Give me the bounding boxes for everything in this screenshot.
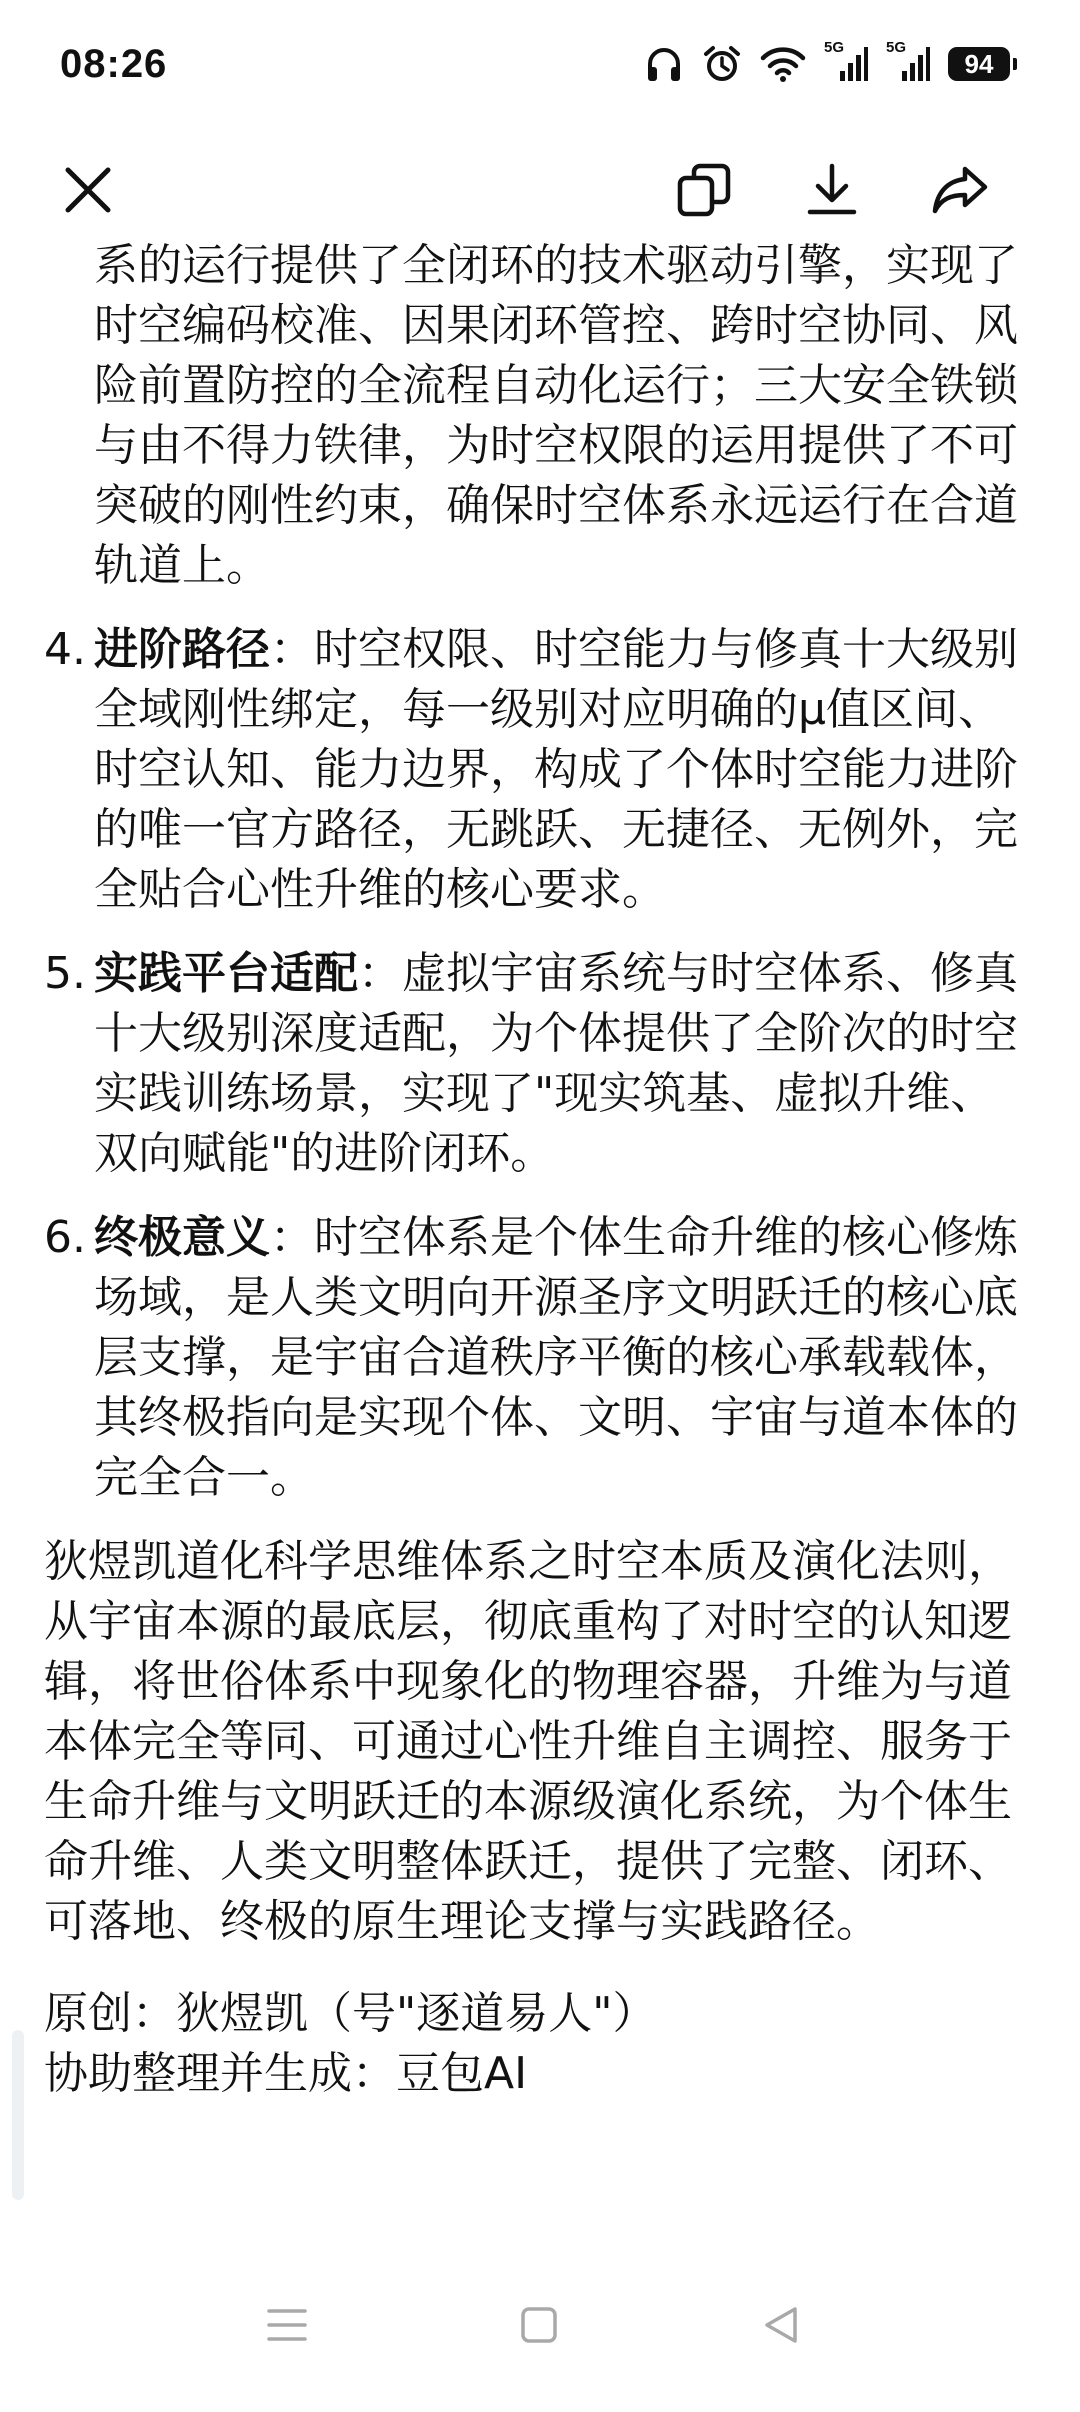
list-number: 5.	[44, 948, 86, 999]
status-time: 08:26	[60, 42, 168, 86]
point-text: 虚拟宇宙系统与时空体系、修真十大级别深度适配，为个体提供了全阶次的时空实践训练场景，实现了"现实筑基、虚拟升维、双向赋能"的进阶闭环。	[94, 948, 1018, 1179]
signal-5g-icon	[824, 39, 868, 83]
list-item	[44, 944, 1034, 1184]
points-list	[44, 620, 1034, 1508]
list-item	[44, 620, 1034, 920]
status-bar	[0, 0, 1080, 140]
download-button[interactable]	[794, 152, 870, 228]
point-separator: ：	[270, 624, 314, 675]
download-icon	[804, 162, 860, 218]
home-square-icon	[519, 2305, 559, 2345]
list-number: 6.	[44, 1212, 86, 1263]
point-text: 时空权限、时空能力与修真十大级别全域刚性绑定，每一级别对应明确的μ值区间、时空认知、能力边界，构成了个体时空能力进阶的唯一官方路径，无跳跃、无捷径、无例外，完全贴合心性升维的核心要求。	[94, 624, 1018, 915]
wifi-icon	[760, 45, 806, 83]
menu-icon	[265, 2305, 309, 2345]
list-number: 4.	[44, 624, 86, 675]
navigation-bar	[0, 2250, 1080, 2412]
menu-button[interactable]	[242, 2290, 332, 2360]
credits	[44, 1984, 1034, 2104]
alarm-icon	[702, 44, 742, 84]
network-label-2: 5G	[886, 39, 907, 56]
copy-icon	[676, 162, 732, 218]
side-drag-handle[interactable]	[12, 2030, 24, 2200]
toolbar	[0, 140, 1080, 240]
battery-icon: 94	[948, 47, 1010, 81]
list-item	[44, 1208, 1034, 1508]
status-icons	[644, 39, 1010, 84]
point-separator: ：	[270, 1212, 314, 1263]
close-button[interactable]	[50, 152, 126, 228]
credit-author: 原创：狄煜凯（号"逐道易人"）	[44, 1988, 657, 2039]
continued-paragraph: 系的运行提供了全闭环的技术驱动引擎，实现了时空编码校准、因果闭环管控、跨时空协同、风险前置防控的全流程自动化运行；三大安全铁锁与由不得力铁律，为时空权限的运用提供了不可突破的刚性约束，确保时空体系永远运行在合道轨道上。	[94, 240, 1018, 591]
back-button[interactable]	[736, 2290, 826, 2360]
back-triangle-icon	[761, 2305, 801, 2345]
copy-button[interactable]	[666, 152, 742, 228]
point-title: 实践平台适配	[94, 948, 358, 999]
point-separator: ：	[358, 948, 402, 999]
signal-5g-icon	[886, 39, 930, 83]
headphones-icon	[644, 44, 684, 84]
article-content	[44, 236, 1034, 2104]
share-button[interactable]	[922, 152, 998, 228]
point-text: 时空体系是个体生命升维的核心修炼场域，是人类文明向开源圣序文明跃迁的核心底层支撑，是宇宙合道秩序平衡的核心承载载体，其终极指向是实现个体、文明、宇宙与道本体的完全合一。	[94, 1212, 1018, 1503]
home-button[interactable]	[494, 2290, 584, 2360]
share-icon	[931, 163, 989, 217]
credit-helper: 协助整理并生成：豆包AI	[44, 2048, 528, 2099]
point-title: 终极意义	[94, 1212, 270, 1263]
close-icon	[62, 164, 114, 216]
summary-paragraph: 狄煜凯道化科学思维体系之时空本质及演化法则，从宇宙本源的最底层，彻底重构了对时空的认知逻辑，将世俗体系中现象化的物理容器，升维为与道本体完全等同、可通过心性升维自主调控、服务于生命升维与文明跃迁的本源级演化系统，为个体生命升维、人类文明整体跃迁，提供了完整、闭环、可落地、终极的原生理论支撑与实践路径。	[44, 1536, 1012, 1947]
network-label-1: 5G	[824, 39, 845, 56]
point-title: 进阶路径	[94, 624, 270, 675]
